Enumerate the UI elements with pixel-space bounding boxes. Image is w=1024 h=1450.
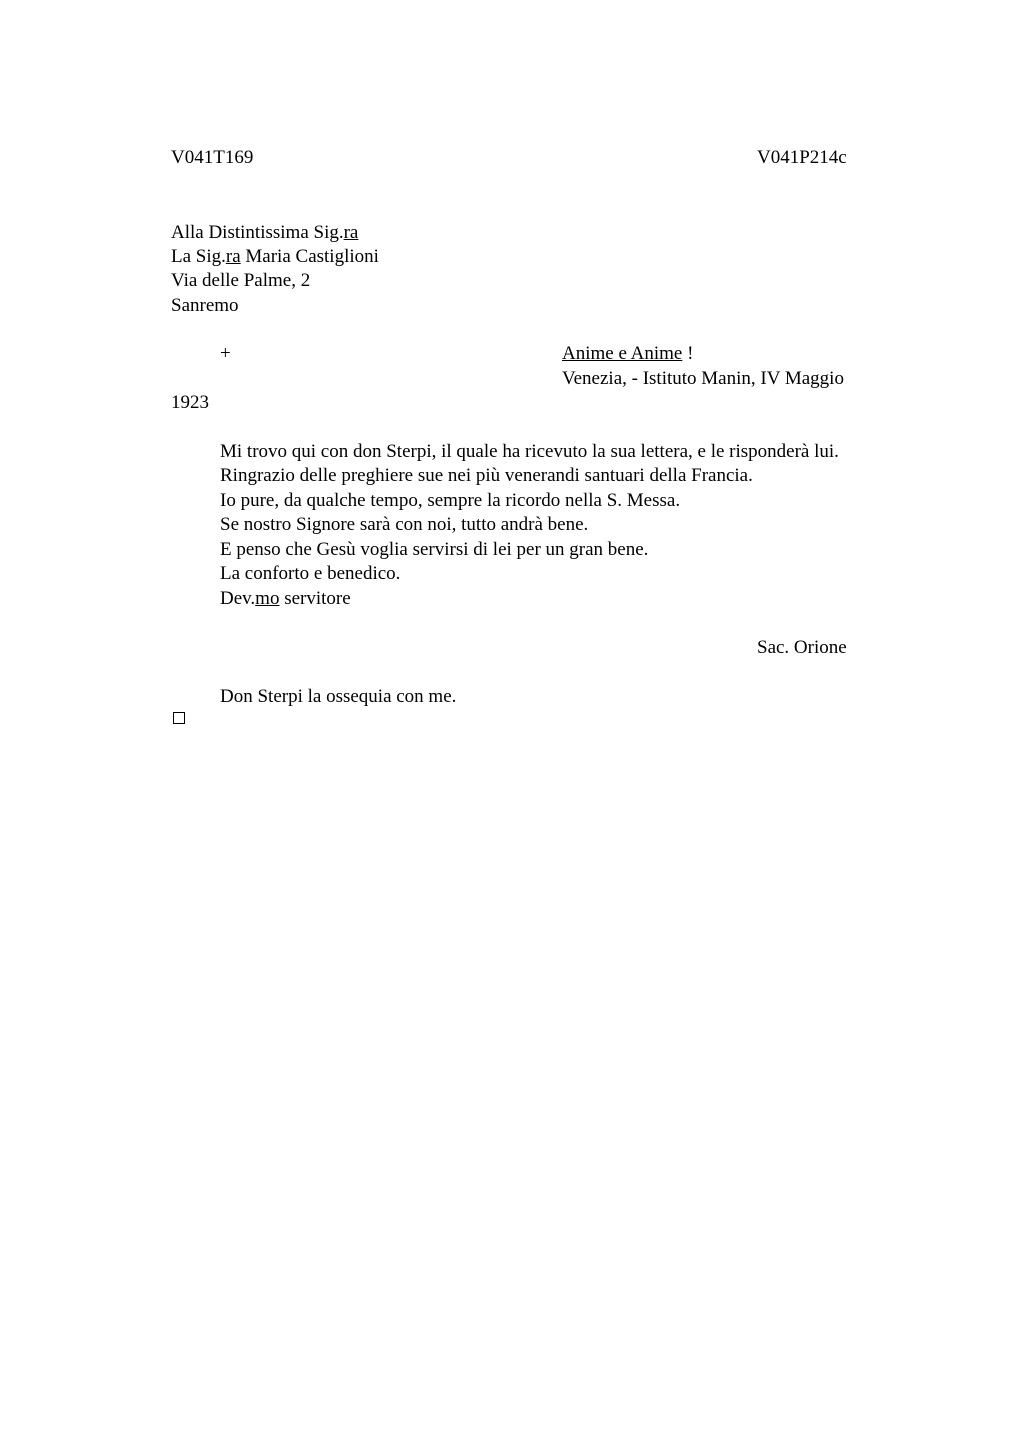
- body-line: Se nostro Signore sarà con noi, tutto andrà bene.: [220, 514, 589, 535]
- body-line: Ringrazio delle preghiere sue nei più venerandi santuari della Francia.: [220, 465, 753, 486]
- postscript: Don Sterpi la ossequia con me.: [220, 686, 457, 707]
- cross-symbol: +: [220, 343, 231, 364]
- motto: Anime e Anime !: [562, 343, 694, 364]
- closing-line: Dev.mo servitore: [220, 588, 351, 609]
- address-line-3: Via delle Palme, 2: [171, 270, 311, 291]
- place-date: Venezia, - Istituto Manin, IV Maggio: [562, 368, 844, 389]
- body-line: La conforto e benedico.: [220, 563, 401, 584]
- document-code-right: V041P214c: [757, 147, 847, 168]
- body-line: Io pure, da qualche tempo, sempre la ricordo nella S. Messa.: [220, 490, 681, 511]
- address-line-2: La Sig.ra Maria Castiglioni: [171, 246, 379, 267]
- year: 1923: [171, 392, 209, 413]
- body-line: Mi trovo qui con don Sterpi, il quale ha ricevuto la sua lettera, e le risponderà lui.: [220, 441, 839, 462]
- signature: Sac. Orione: [757, 637, 847, 658]
- address-line-4: Sanremo: [171, 295, 239, 316]
- empty-box-icon: [173, 712, 185, 724]
- address-line-1: Alla Distintissima Sig.ra: [171, 222, 359, 243]
- body-line: E penso che Gesù voglia servirsi di lei per un gran bene.: [220, 539, 649, 560]
- document-code-left: V041T169: [171, 147, 254, 168]
